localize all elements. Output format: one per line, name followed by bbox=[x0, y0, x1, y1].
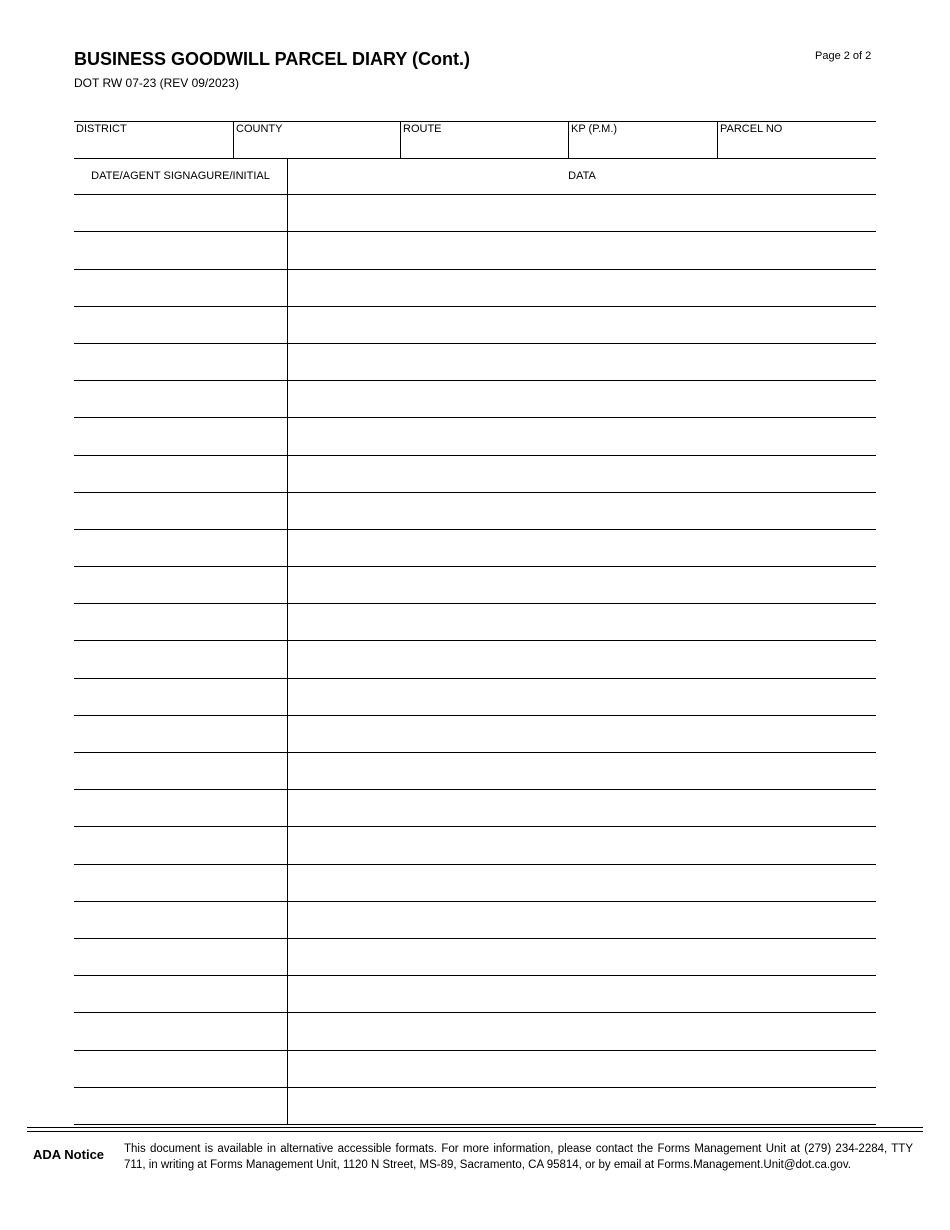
date-agent-cell[interactable] bbox=[74, 567, 288, 603]
date-agent-column-header: DATE/AGENT SIGNAGURE/INITIAL bbox=[74, 158, 288, 194]
date-agent-cell[interactable] bbox=[74, 493, 288, 529]
data-cell[interactable] bbox=[288, 1088, 876, 1124]
diary-row bbox=[74, 1051, 876, 1088]
diary-row bbox=[74, 195, 876, 232]
data-cell[interactable] bbox=[288, 827, 876, 863]
diary-row bbox=[74, 753, 876, 790]
data-cell[interactable] bbox=[288, 530, 876, 566]
data-cell[interactable] bbox=[288, 679, 876, 715]
diary-row bbox=[74, 1013, 876, 1050]
data-cell[interactable] bbox=[288, 753, 876, 789]
date-agent-cell[interactable] bbox=[74, 939, 288, 975]
data-cell[interactable] bbox=[288, 604, 876, 640]
data-cell[interactable] bbox=[288, 344, 876, 380]
page-number: Page 2 of 2 bbox=[815, 50, 872, 62]
data-cell[interactable] bbox=[288, 567, 876, 603]
parcel-header-fields bbox=[74, 121, 876, 159]
diary-row bbox=[74, 604, 876, 641]
data-cell[interactable] bbox=[288, 865, 876, 901]
diary-table bbox=[74, 158, 876, 1125]
data-cell[interactable] bbox=[288, 716, 876, 752]
date-agent-cell[interactable] bbox=[74, 307, 288, 343]
kp-pm-field[interactable] bbox=[568, 122, 717, 159]
date-agent-cell[interactable] bbox=[74, 902, 288, 938]
diary-row bbox=[74, 307, 876, 344]
date-agent-cell[interactable] bbox=[74, 827, 288, 863]
diary-row bbox=[74, 456, 876, 493]
ada-notice-label: ADA Notice bbox=[33, 1147, 105, 1162]
date-agent-cell[interactable] bbox=[74, 232, 288, 268]
diary-row bbox=[74, 902, 876, 939]
date-agent-cell[interactable] bbox=[74, 270, 288, 306]
form-number: DOT RW 07-23 (REV 09/2023) bbox=[74, 76, 239, 90]
date-agent-cell[interactable] bbox=[74, 641, 288, 677]
diary-row bbox=[74, 232, 876, 269]
kp-pm-label: KP (P.M.) bbox=[571, 123, 618, 135]
date-agent-cell[interactable] bbox=[74, 976, 288, 1012]
form-title: BUSINESS GOODWILL PARCEL DIARY (Cont.) bbox=[74, 49, 471, 69]
data-cell[interactable] bbox=[288, 232, 876, 268]
county-label: COUNTY bbox=[236, 123, 283, 135]
data-cell[interactable] bbox=[288, 790, 876, 826]
county-field[interactable] bbox=[233, 122, 400, 159]
date-agent-cell[interactable] bbox=[74, 679, 288, 715]
footer-divider-bottom bbox=[27, 1131, 923, 1132]
data-cell[interactable] bbox=[288, 493, 876, 529]
ada-notice-text: This document is available in alternative accessible formats. For more information, please contact the Forms Management Unit at (279) 234-2284, TTY 711, in writing at Forms Management Unit, 1120 N Street, MS-89, Sacramento, CA 95814, or by email at Forms.Management.Unit@dot.ca.gov. bbox=[124, 1143, 913, 1171]
diary-row bbox=[74, 493, 876, 530]
footer-divider-top bbox=[27, 1127, 923, 1128]
diary-row bbox=[74, 827, 876, 864]
data-cell[interactable] bbox=[288, 418, 876, 454]
date-agent-cell[interactable] bbox=[74, 195, 288, 231]
diary-row bbox=[74, 790, 876, 827]
date-agent-cell[interactable] bbox=[74, 604, 288, 640]
diary-row bbox=[74, 381, 876, 418]
diary-row bbox=[74, 641, 876, 678]
data-cell[interactable] bbox=[288, 1051, 876, 1087]
diary-row bbox=[74, 530, 876, 567]
data-cell[interactable] bbox=[288, 976, 876, 1012]
data-cell[interactable] bbox=[288, 902, 876, 938]
date-agent-cell[interactable] bbox=[74, 753, 288, 789]
data-cell[interactable] bbox=[288, 270, 876, 306]
diary-row bbox=[74, 716, 876, 753]
diary-row bbox=[74, 344, 876, 381]
diary-header-row bbox=[74, 158, 876, 195]
data-cell[interactable] bbox=[288, 307, 876, 343]
data-cell[interactable] bbox=[288, 641, 876, 677]
date-agent-cell[interactable] bbox=[74, 456, 288, 492]
data-cell[interactable] bbox=[288, 939, 876, 975]
date-agent-cell[interactable] bbox=[74, 381, 288, 417]
date-agent-cell[interactable] bbox=[74, 1013, 288, 1049]
date-agent-cell[interactable] bbox=[74, 1088, 288, 1124]
data-column-header: DATA bbox=[568, 170, 596, 182]
diary-row bbox=[74, 679, 876, 716]
date-agent-cell[interactable] bbox=[74, 790, 288, 826]
date-agent-cell[interactable] bbox=[74, 344, 288, 380]
parcel-no-field[interactable] bbox=[717, 122, 876, 159]
data-cell[interactable] bbox=[288, 456, 876, 492]
diary-row bbox=[74, 418, 876, 455]
diary-row bbox=[74, 567, 876, 604]
data-cell[interactable] bbox=[288, 381, 876, 417]
parcel-no-label: PARCEL NO bbox=[720, 123, 783, 135]
district-field[interactable] bbox=[74, 122, 233, 159]
diary-row bbox=[74, 865, 876, 902]
route-label: ROUTE bbox=[403, 123, 442, 135]
data-cell[interactable] bbox=[288, 195, 876, 231]
date-agent-cell[interactable] bbox=[74, 418, 288, 454]
date-agent-cell[interactable] bbox=[74, 716, 288, 752]
diary-row bbox=[74, 939, 876, 976]
data-cell[interactable] bbox=[288, 1013, 876, 1049]
route-field[interactable] bbox=[400, 122, 568, 159]
diary-row bbox=[74, 1088, 876, 1125]
date-agent-cell[interactable] bbox=[74, 1051, 288, 1087]
date-agent-cell[interactable] bbox=[74, 530, 288, 566]
date-agent-cell[interactable] bbox=[74, 865, 288, 901]
diary-row bbox=[74, 270, 876, 307]
diary-row bbox=[74, 976, 876, 1013]
district-label: DISTRICT bbox=[76, 123, 127, 135]
